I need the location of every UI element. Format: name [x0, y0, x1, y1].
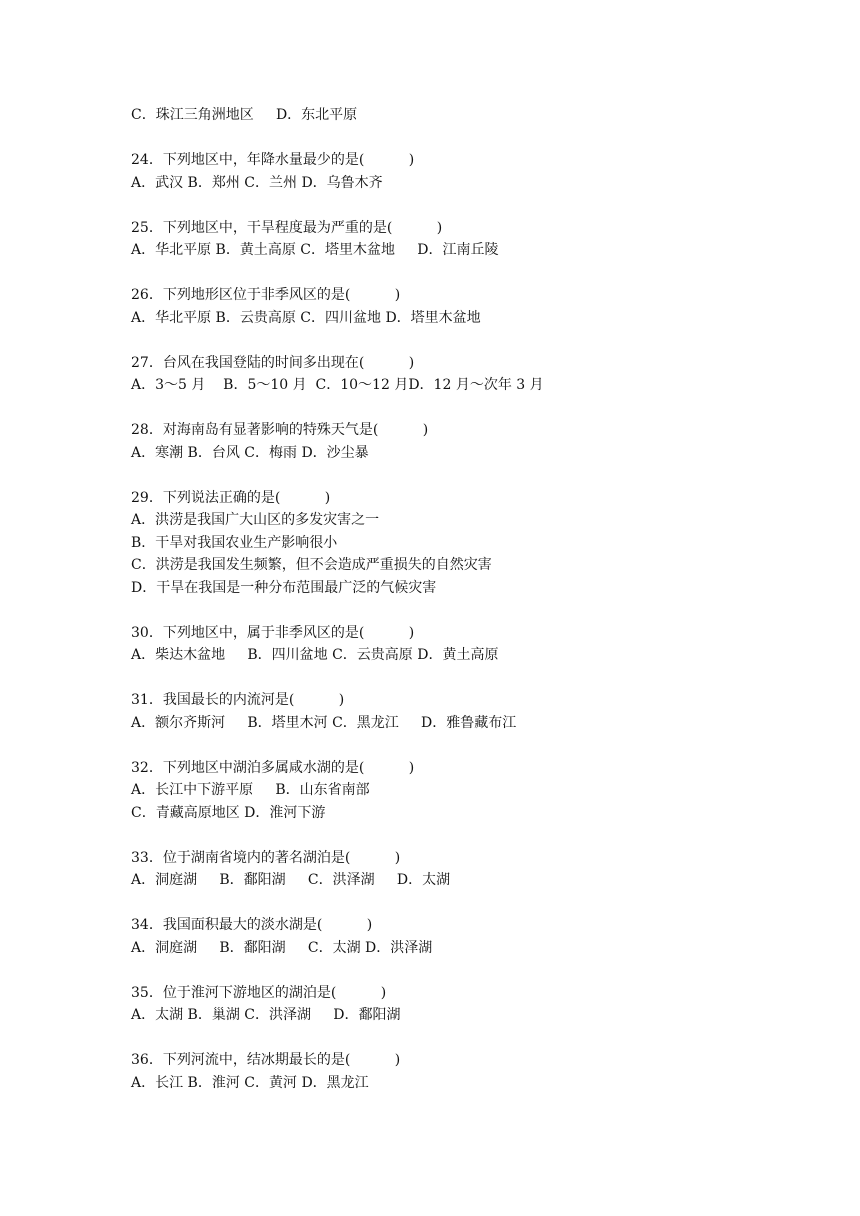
question-27 — [131, 352, 771, 397]
question-34 — [131, 914, 771, 959]
question-stem: 30．下列地区中，属于非季风区的是( ) — [131, 624, 415, 641]
question-31 — [131, 689, 771, 734]
question-option-b: B．干旱对我国农业生产影响很小 — [131, 534, 338, 551]
question-options: A．洞庭湖 B．鄱阳湖 C．洪泽湖 D．太湖 — [131, 872, 451, 888]
question-26 — [131, 284, 771, 329]
question-stem: 34．我国面积最大的淡水湖是( ) — [131, 917, 373, 933]
question-option-c: C．洪涝是我国发生频繁，但不会造成严重损失的自然灾害 — [131, 557, 492, 573]
question-stem: 28．对海南岛有显著影响的特殊天气是( ) — [131, 422, 429, 438]
question-options: A．额尔齐斯河 B．塔里木河 C．黑龙江 D．雅鲁藏布江 — [131, 714, 517, 731]
question-options: A．长江 B．淮河 C．黄河 D．黑龙江 — [131, 1074, 369, 1091]
question-stem: 35．位于淮河下游地区的湖泊是( ) — [131, 984, 387, 1001]
question-options: A．武汉 B．郑州 C．兰州 D．乌鲁木齐 — [131, 174, 383, 191]
question-options-line-1: A．长江中下游平原 B．山东省南部 — [131, 782, 370, 798]
question-25 — [131, 217, 771, 262]
question-options: A．洞庭湖 B．鄱阳湖 C．太湖 D．洪泽湖 — [131, 939, 433, 956]
question-stem: 25．下列地区中，干旱程度最为严重的是( ) — [131, 219, 443, 236]
question-33 — [131, 847, 771, 892]
question-stem: 32．下列地区中湖泊多属咸水湖的是( ) — [131, 759, 415, 776]
question-29 — [131, 487, 771, 600]
question-stem: 29．下列说法正确的是( ) — [131, 489, 331, 506]
question-36 — [131, 1049, 771, 1094]
question-stem: 26．下列地形区位于非季风区的是( ) — [131, 287, 401, 303]
question-stem: 36．下列河流中，结冰期最长的是( ) — [131, 1052, 401, 1068]
question-32 — [131, 757, 771, 825]
question-options: A．华北平原 B．黄土高原 C．塔里木盆地 D．江南丘陵 — [131, 242, 499, 258]
question-options: A．3～5 月 B．5～10 月 C．10～12 月D．12 月～次年 3 月 — [131, 377, 544, 393]
question-options: A．寒潮 B．台风 C．梅雨 D．沙尘暴 — [131, 444, 369, 461]
question-stem: 31．我国最长的内流河是( ) — [131, 692, 345, 708]
previous-question-options: C．珠江三角洲地区 D．东北平原 — [131, 107, 358, 123]
question-option-d: D．干旱在我国是一种分布范围最广泛的气候灾害 — [131, 579, 437, 596]
question-option-a: A．洪涝是我国广大山区的多发灾害之一 — [131, 512, 380, 528]
question-24 — [131, 149, 771, 194]
question-35 — [131, 982, 771, 1027]
question-list — [131, 104, 771, 1094]
question-28 — [131, 419, 771, 464]
question-stem: 33．位于湖南省境内的著名湖泊是( ) — [131, 849, 401, 866]
question-stem: 27．台风在我国登陆的时间多出现在( ) — [131, 354, 415, 371]
question-options: A．柴达木盆地 B．四川盆地 C．云贵高原 D．黄土高原 — [131, 647, 499, 663]
question-options-line-2: C．青藏高原地区 D．淮河下游 — [131, 804, 326, 821]
question-30 — [131, 622, 771, 667]
question-options: A．太湖 B．巢湖 C．洪泽湖 D．鄱阳湖 — [131, 1007, 401, 1023]
question-stem: 24．下列地区中，年降水量最少的是( ) — [131, 152, 415, 168]
question-options: A．华北平原 B．云贵高原 C．四川盆地 D．塔里木盆地 — [131, 309, 481, 326]
